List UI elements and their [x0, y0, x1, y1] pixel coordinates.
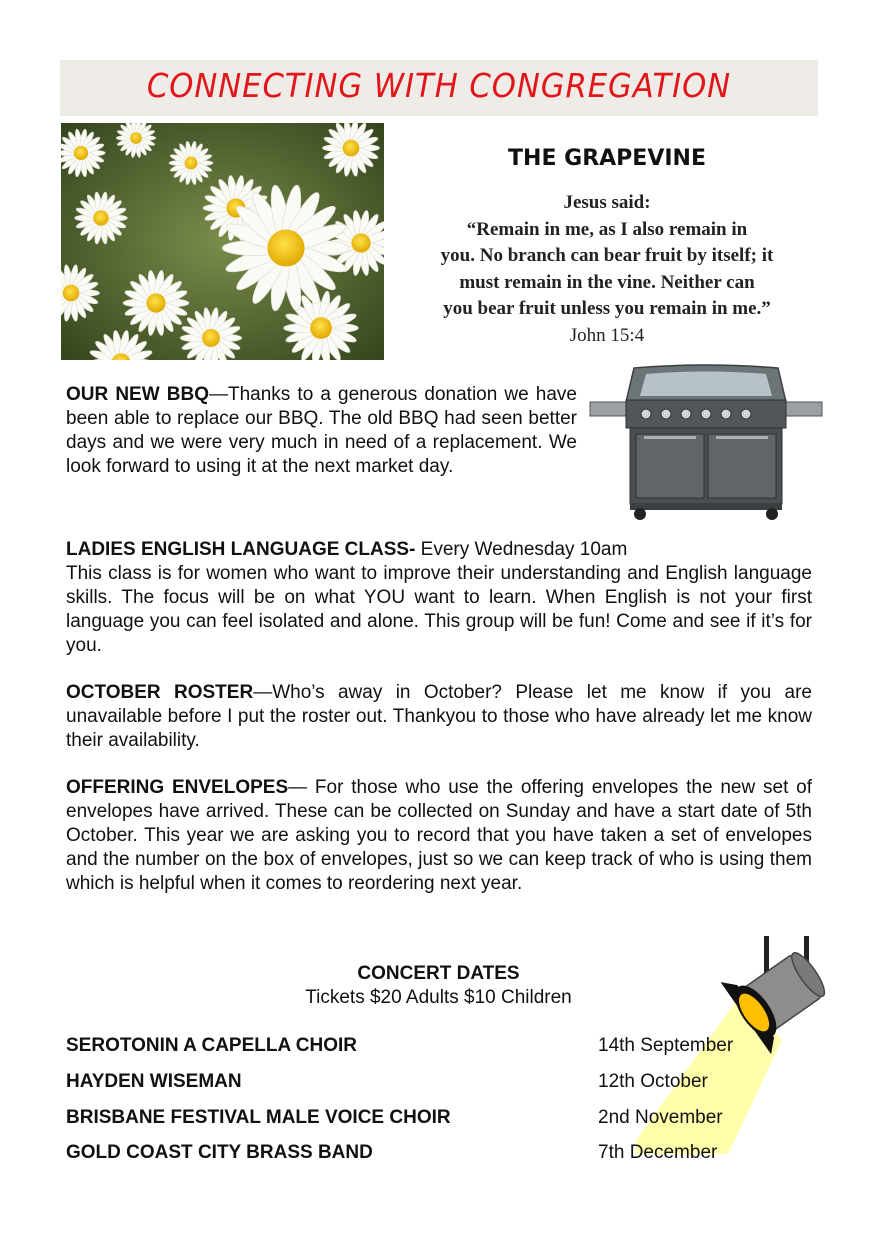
banner-title: CONNECTING WITH CONGREGATION — [146, 66, 732, 105]
bbq-paragraph — [66, 383, 577, 479]
concert-date: 12th October — [598, 1071, 708, 1092]
english-class-body: This class is for women who want to improve their understanding and English language skills. The focus will be on what YOU want to learn. When English is not your first language you can feel isolated and alone. This group will be fun! Come and see if it’s for you. — [66, 563, 812, 656]
envelopes-paragraph — [66, 776, 812, 896]
header-banner — [60, 60, 818, 116]
verse-line: “Remain in me, as I also remain in — [466, 218, 748, 240]
verse-line: must remain in the vine. Neither can — [459, 271, 755, 293]
verse-line: Jesus said: — [563, 192, 651, 213]
daisy-flowers-image — [61, 123, 384, 360]
bbq-heading: OUR NEW BBQ — [66, 384, 209, 405]
english-class-heading: LADIES ENGLISH LANGUAGE CLASS- — [66, 539, 416, 560]
concert-row — [66, 1035, 826, 1059]
english-class-schedule: Every Wednesday 10am — [415, 539, 628, 560]
concert-row — [66, 1142, 826, 1166]
verse-reference: John 15:4 — [569, 324, 645, 346]
concert-name: BRISBANE FESTIVAL MALE VOICE CHOIR — [66, 1107, 451, 1128]
concert-date: 7th December — [598, 1142, 718, 1163]
verse-line: you bear fruit unless you remain in me.” — [443, 298, 771, 319]
roster-body: —Who’s away in October? Please let me know if you are unavailable before I put the roster out. Thankyou to those who have already let me know their availability. — [66, 682, 812, 751]
concert-row — [66, 1071, 826, 1095]
concert-dates-title: CONCERT DATES — [357, 963, 520, 984]
daisy-flowers-icon — [61, 123, 384, 360]
concert-date: 14th September — [598, 1035, 734, 1056]
envelopes-heading: OFFERING ENVELOPES — [66, 777, 289, 798]
bible-verse — [398, 190, 816, 349]
envelopes-body: — For those who use the offering envelopes the new set of envelopes have arrived. These can be collected on Sunday and have a start date of 5th October. This year we are asking you to record that you have taken a set of envelopes and the number on the box of envelopes, just so we can keep track of who is using them which is helpful when it comes to reordering next year. — [66, 777, 812, 894]
bbq-body: —Thanks to a generous donation we have been able to replace our BBQ. The old BBQ had seen better days and we were very much in need of a replacement. We look forward to using it at the next market day. — [66, 384, 578, 477]
concert-row — [66, 1107, 826, 1131]
concert-date: 2nd November — [598, 1107, 723, 1128]
grapevine-title: THE GRAPEVINE — [508, 146, 706, 171]
concert-name: HAYDEN WISEMAN — [66, 1071, 242, 1092]
roster-paragraph — [66, 681, 812, 753]
concert-name: SEROTONIN A CAPELLA CHOIR — [66, 1035, 357, 1056]
roster-heading: OCTOBER ROSTER — [66, 682, 254, 703]
verse-line: you. No branch can bear fruit by itself; it — [440, 245, 774, 266]
concert-tickets: Tickets $20 Adults $10 Children — [305, 987, 572, 1008]
bbq-grill-image — [588, 362, 824, 522]
concert-name: GOLD COAST CITY BRASS BAND — [66, 1142, 373, 1163]
english-class-paragraph — [66, 538, 812, 658]
